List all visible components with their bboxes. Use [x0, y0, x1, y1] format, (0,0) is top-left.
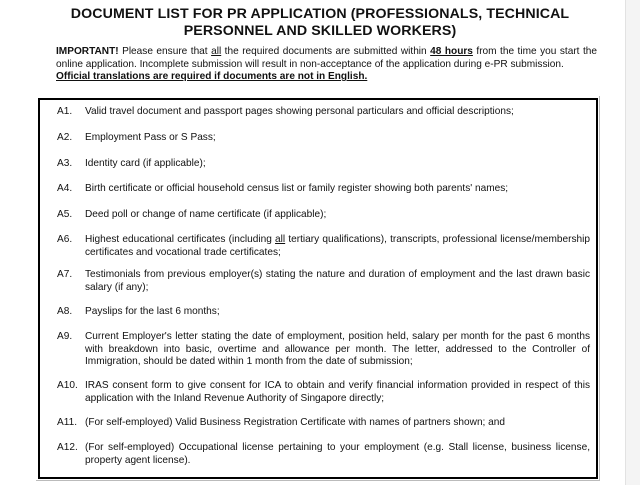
list-item-a1 [57, 106, 590, 119]
item-number: A12. [57, 442, 78, 453]
important-notice [56, 46, 597, 84]
item-number: A5. [57, 209, 73, 220]
item-text: (For self-employed) Occupational license pertaining to your employment (e.g. Stall license, business license, property agent license). [85, 442, 590, 466]
page-edge [625, 0, 640, 485]
list-item-a6 [57, 234, 590, 259]
item-text: Payslips for the last 6 months; [85, 306, 220, 317]
item-text: Current Employer's letter stating the date of employment, position held, salary per month for the past 6 months with breakdown into basic, overtime and allowance per month. The letter, addressed to the Controller of Immigration, should be dated within 1 month from the date of submission; [85, 331, 590, 368]
item-number: A10. [57, 380, 78, 391]
item-text: Testimonials from previous employer(s) stating the nature and duration of employment and the last drawn basic salary (if any); [85, 269, 590, 293]
item-text-part: Highest educational certificates (including [85, 234, 276, 245]
all-emphasis: all [211, 46, 222, 57]
item-number: A11. [57, 417, 78, 428]
notice-text: from the time you start the online application. Incomplete submission will result in non-acceptance of the application during e-PR submission. [56, 46, 597, 70]
item-text: Birth certificate or official household census list or family register showing both parents' names; [85, 183, 509, 194]
notice-text: the required documents are submitted within [221, 46, 431, 57]
item-number: A7. [57, 269, 73, 280]
list-item-a9 [57, 331, 590, 369]
title-line-2: PERSONNEL AND SKILLED WORKERS) [183, 23, 457, 39]
item-number: A6. [57, 234, 73, 245]
item-number: A3. [57, 158, 73, 169]
item-number: A1. [57, 106, 73, 117]
list-item-a8 [57, 306, 590, 319]
document-list-box [38, 98, 598, 479]
item-text: Valid travel document and passport pages showing personal particulars and official descriptions; [85, 106, 514, 117]
list-item-a5 [57, 209, 590, 222]
item-number: A2. [57, 132, 73, 143]
list-item-a2 [57, 132, 590, 145]
item-text: Deed poll or change of name certificate (if applicable); [85, 209, 327, 220]
item-text: Identity card (if applicable); [85, 158, 206, 169]
list-item-a10 [57, 380, 590, 405]
title-line-1: DOCUMENT LIST FOR PR APPLICATION (PROFESSIONALS, TECHNICAL [70, 6, 570, 22]
item-number: A8. [57, 306, 73, 317]
list-item-a12 [57, 442, 590, 467]
important-label: IMPORTANT! [56, 46, 119, 57]
item-number: A4. [57, 183, 73, 194]
notice-text: Please ensure that [118, 46, 212, 57]
item-text: (For self-employed) Valid Business Registration Certificate with names of partners shown; and [85, 417, 506, 428]
item-text: Employment Pass or S Pass; [85, 132, 216, 143]
list-item-a7 [57, 269, 590, 294]
item-text [57, 234, 590, 259]
deadline-emphasis: 48 hours [430, 46, 473, 57]
item-text: IRAS consent form to give consent for ICA to obtain and verify financial information provided in respect of this application with the Inland Revenue Authority of Singapore directly; [85, 380, 590, 404]
item-text-part: tertiary qualifications), transcripts, professional license/membership certificates and vocational trade certificates; [85, 234, 590, 258]
list-item-a3 [57, 158, 590, 171]
document-title [60, 6, 580, 40]
list-item-a11 [57, 417, 590, 430]
all-emphasis: all [275, 234, 286, 245]
item-number: A9. [57, 331, 73, 342]
list-item-a4 [57, 183, 590, 196]
translations-note: Official translations are required if documents are not in English. [56, 71, 368, 83]
